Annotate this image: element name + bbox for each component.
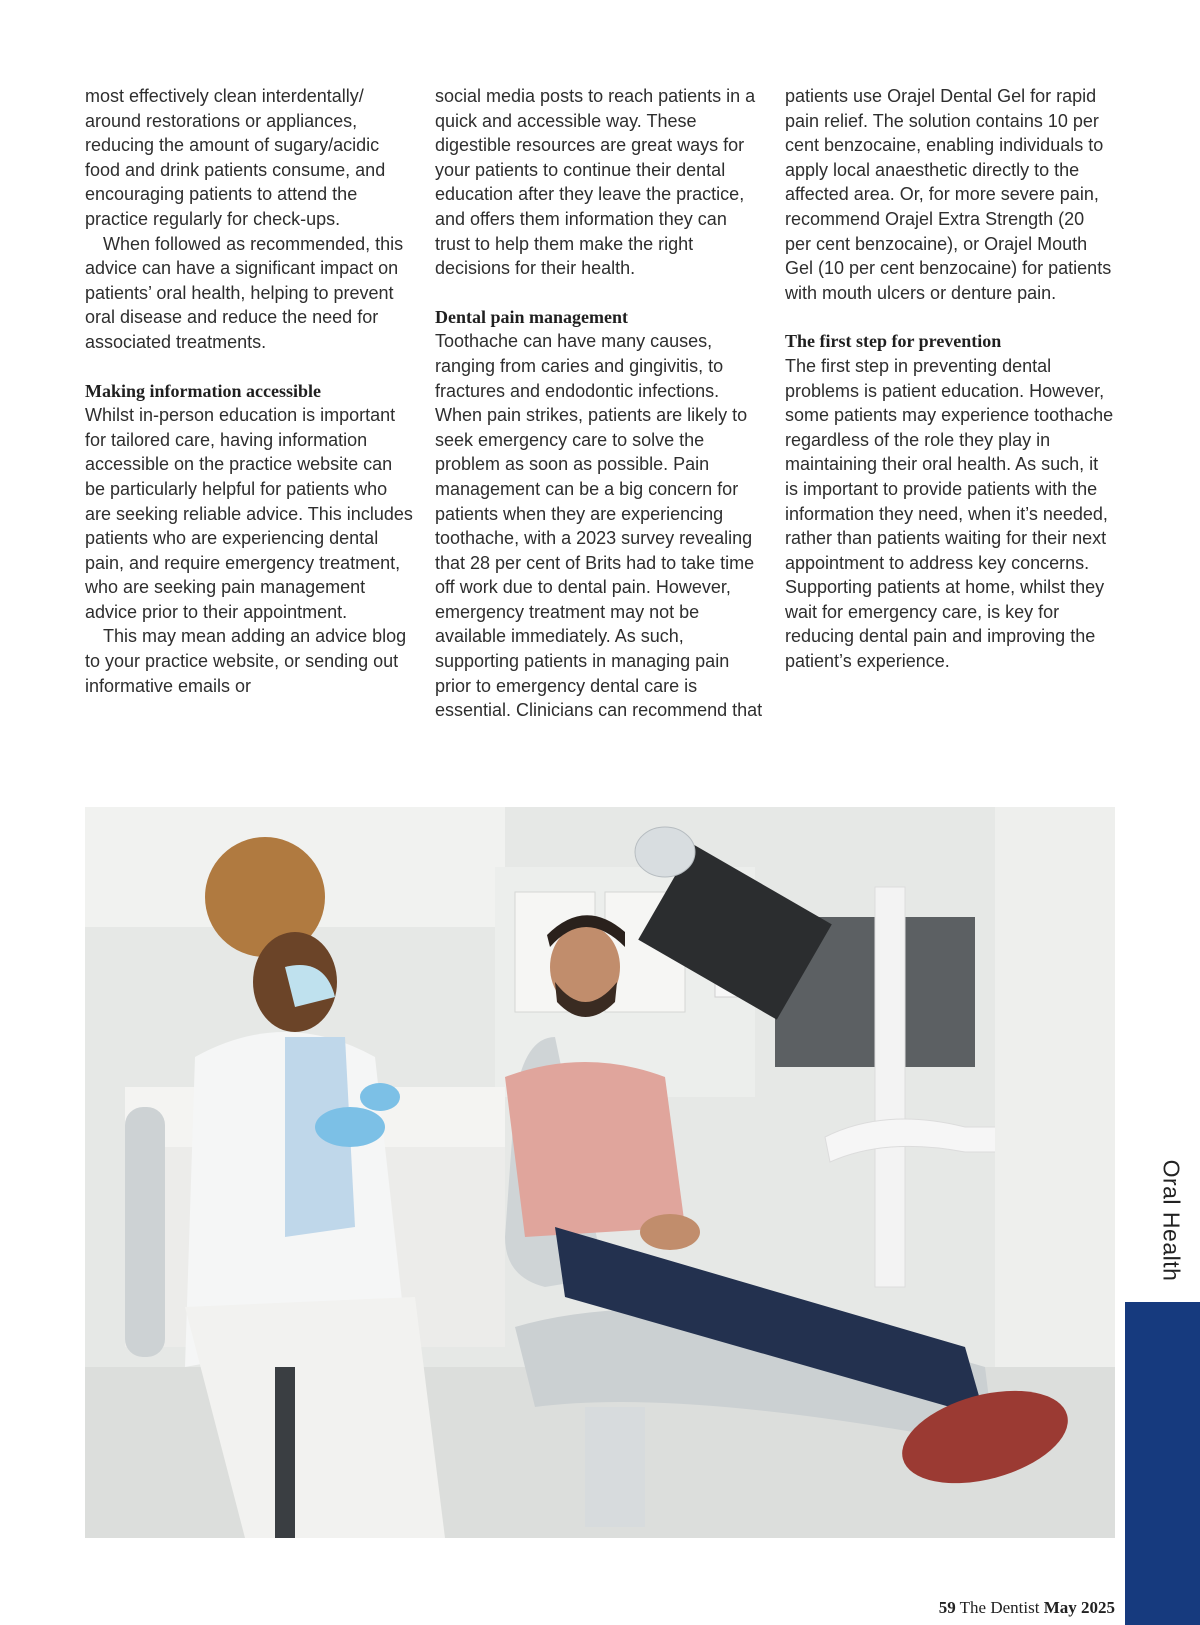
page-footer xyxy=(939,1598,1115,1618)
paragraph: most effectively clean interdentally/ around restorations or appliances, reducing the amount of sugary/acidic food and drink patients consume, and encouraging patients to attend the practice regularly for check-ups. xyxy=(85,86,386,229)
paragraph: This may mean adding an advice blog to your practice website, or sending out informative emails or xyxy=(85,626,407,696)
column-1 xyxy=(85,84,415,723)
paragraph: Toothache can have many causes, ranging from caries and gingivitis, to fractures and endodontic infections. When pain strikes, patients are likely to seek emergency care to solve the problem as soon as possible. Pain management can be a big concern for patients when they are experiencing toothache, with a 2023 survey revealing that 28 per cent of Brits had to take time off work due to dental pain. However, emergency treatment may not be available immediately. As such, supporting patients in managing pain prior to emergency dental care is essential. Clinicians can recommend that xyxy=(435,331,763,721)
accent-bar xyxy=(1125,1302,1200,1625)
paragraph: When followed as recommended, this advice can have a significant impact on patients’ oral health, helping to prevent oral disease and reduce the need for associated treatments. xyxy=(85,233,404,352)
section-heading: The first step for prevention xyxy=(785,331,1002,352)
section-label xyxy=(1150,1150,1192,1290)
column-2 xyxy=(435,84,765,723)
paragraph: social media posts to reach patients in a quick and accessible way. These digestible resources are great ways for your patients to continue their dental education after they leave the practice, and offers them information they can trust to help them make the right decisions for their health. xyxy=(435,86,756,279)
paragraph: The first step in preventing dental problems is patient education. However, some patients may experience toothache regardless of the role they play in maintaining their oral health. As such, it is important to provide patients with the information they need, when it’s needed, rather than patients waiting for their next appointment to address key concerns. Supporting patients at home, whilst they wait for emergency care, is key for reducing dental pain and improving the patient’s experience. xyxy=(785,355,1114,672)
issue-date: May 2025 xyxy=(1043,1598,1115,1617)
dental-clinic-photo xyxy=(85,807,1115,1538)
paragraph: Whilst in-person education is important for tailored care, having information accessible on the practice website can be particularly helpful for patients who are seeking reliable advice. This includes patients who are experiencing dental pain, and require emergency treatment, who are seeking pain management advice prior to their appointment. xyxy=(85,405,413,622)
section-label-text: Oral Health xyxy=(1158,1159,1185,1281)
section-heading: Dental pain management xyxy=(435,306,628,327)
article-columns xyxy=(85,84,1115,723)
section-heading: Making information accessible xyxy=(85,380,321,401)
page-number: 59 xyxy=(938,1598,956,1617)
publication-name: The Dentist xyxy=(959,1598,1040,1617)
paragraph: patients use Orajel Dental Gel for rapid pain relief. The solution contains 10 per cent benzocaine, enabling individuals to apply local anaesthetic directly to the affected area. Or, for more severe pain, recommend Orajel Extra Strength (20 per cent benzocaine), or Orajel Mouth Gel (10 per cent benzocaine) for patients with mouth ulcers or denture pain. xyxy=(785,86,1112,303)
column-3 xyxy=(785,84,1115,723)
photo-illustration xyxy=(85,807,1115,1538)
